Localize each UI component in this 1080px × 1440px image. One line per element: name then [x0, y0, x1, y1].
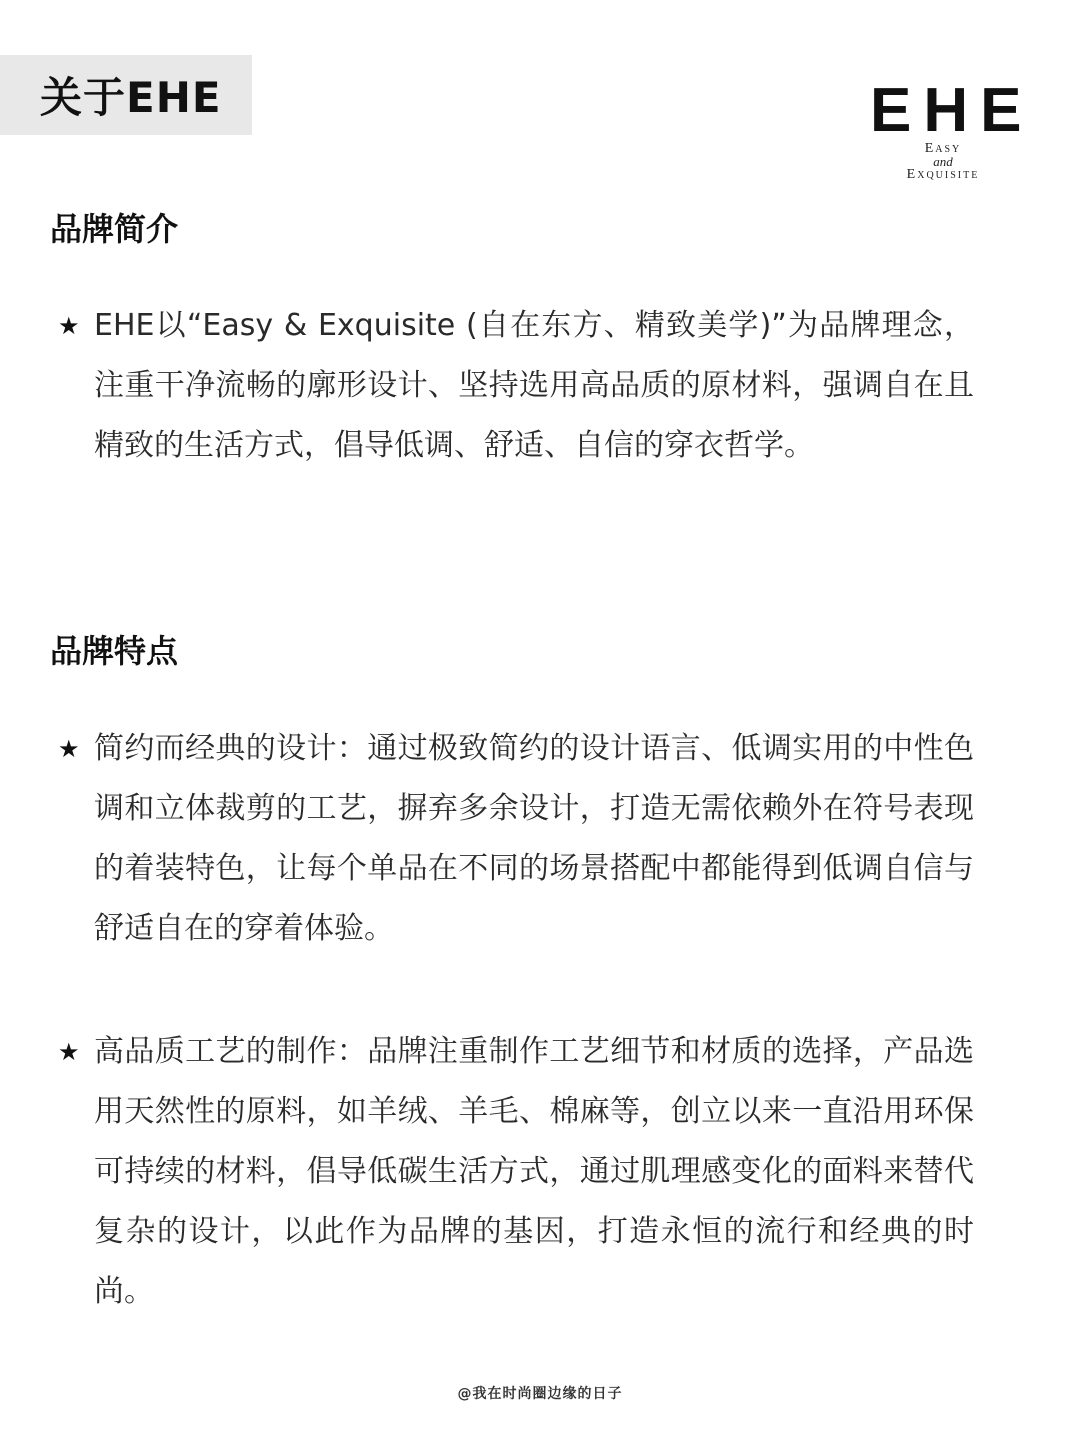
section-heading-brand-features: 品牌特点: [50, 632, 179, 670]
list-item-text: 高品质工艺的制作：品牌注重制作工艺细节和材质的选择，产品选用天然性的原料，如羊绒、羊毛、棉麻等，创立以来一直沿用环保可持续的材料，倡导低碳生活方式，通过肌理感变化的面料来替代复杂的设计，以此作为品牌的基因，打造永恒的流行和经典的时尚。: [94, 1034, 974, 1309]
list-item: [50, 1022, 990, 1322]
logo-tagline-exquisite: Exquisite: [906, 167, 980, 182]
watermark: @我在时尚圈边缘的日子: [457, 1386, 623, 1402]
list-item: [50, 296, 990, 476]
page-title-tag: [0, 55, 252, 135]
list-item-text: 简约而经典的设计：通过极致简约的设计语言、低调实用的中性色调和立体裁剪的工艺，摒弃多余设计，打造无需依赖外在符号表现的着装特色，让每个单品在不同的场景搭配中都能得到低调自信与舒适自在的穿着体验。: [94, 731, 974, 946]
star-icon: ★: [58, 312, 80, 340]
logo-wordmark: EHE: [870, 76, 1034, 145]
star-icon: ★: [58, 1038, 80, 1066]
logo-tagline-and: and: [933, 154, 953, 169]
section-heading-brand-intro: 品牌简介: [50, 210, 179, 248]
list-item-text: EHE以“Easy & Exquisite (自在东方、精致美学)”为品牌理念，注重干净流畅的廓形设计、坚持选用高品质的原材料，强调自在且精致的生活方式，倡导低调、舒适、自信的穿衣哲学。: [94, 308, 974, 463]
star-icon: ★: [58, 735, 80, 763]
page-title: 关于EHE: [40, 73, 222, 122]
list-item: [50, 719, 990, 959]
brand-logo: [858, 76, 1034, 182]
logo-tagline-easy: Easy: [924, 141, 962, 156]
